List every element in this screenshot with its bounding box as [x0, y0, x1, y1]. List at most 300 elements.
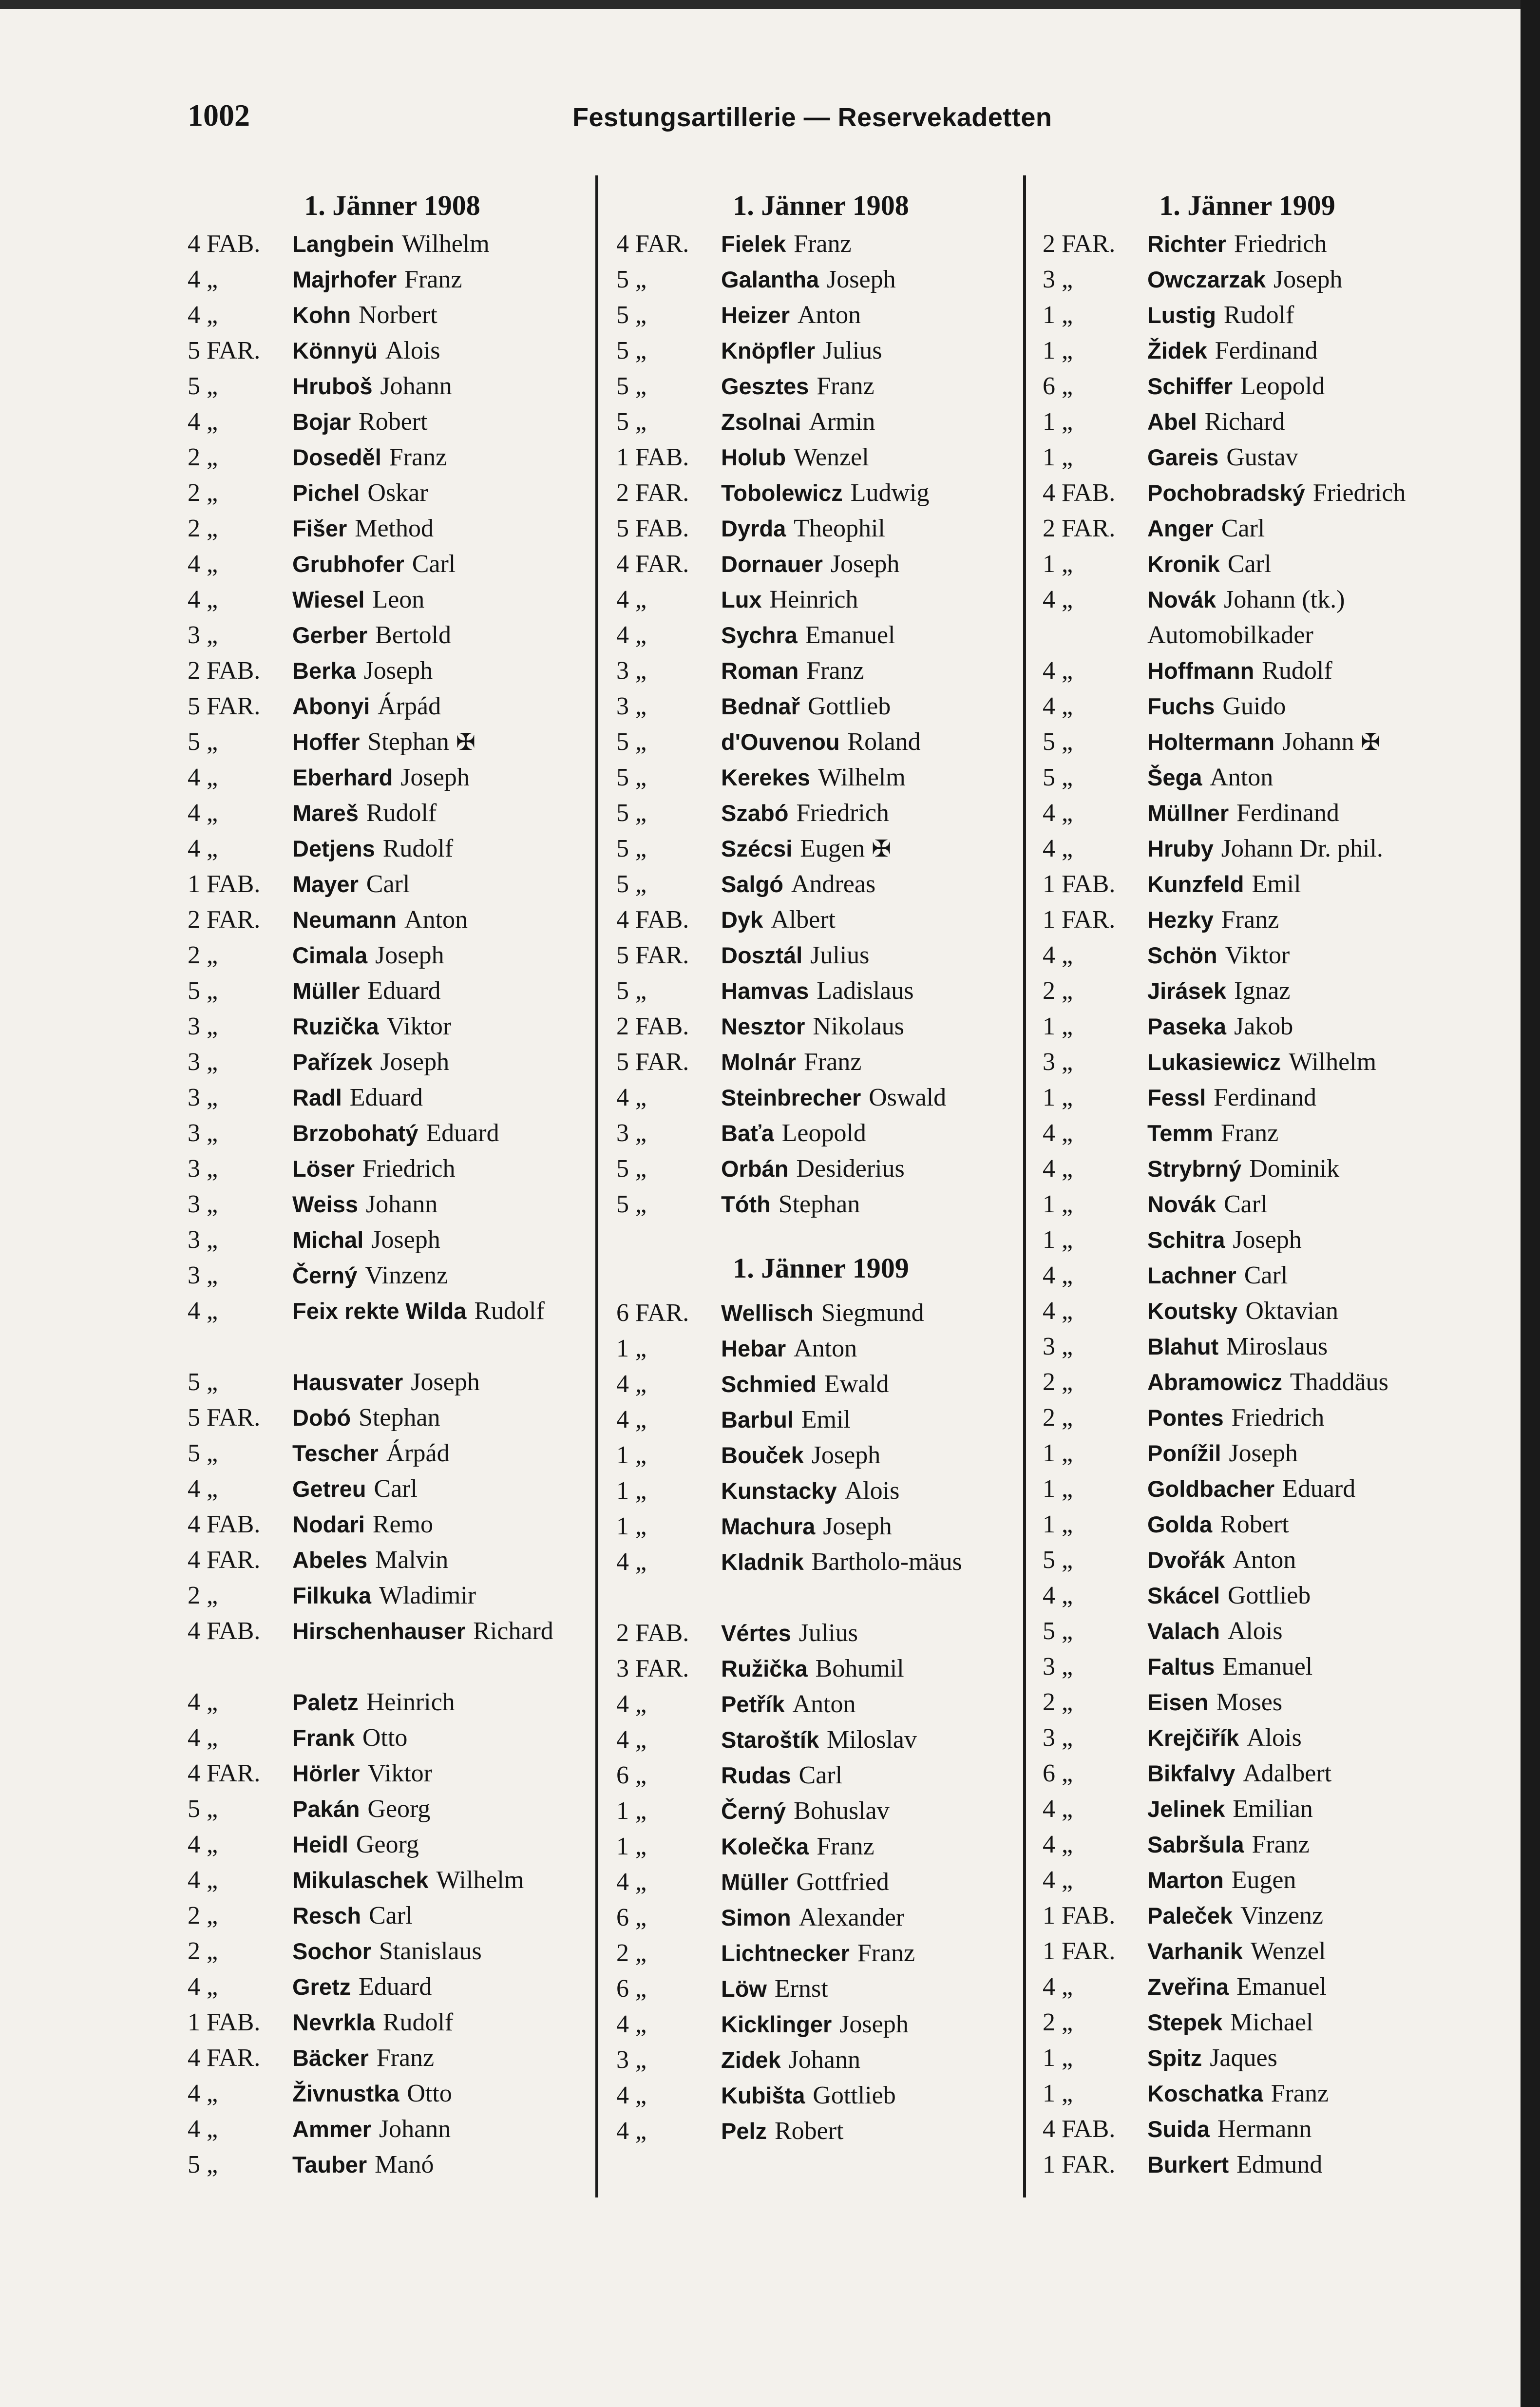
entry-surname: Abeles [292, 1547, 368, 1573]
entry-rank: 1 „ [1043, 1012, 1073, 1040]
entry-name [721, 1615, 1033, 1651]
entry-surname: Bojar [292, 409, 351, 435]
entry-surname: Zveřina [1147, 1974, 1229, 2000]
list-entry [1043, 724, 1452, 760]
entry-name [292, 1542, 604, 1578]
entry-surname: Filkuka [292, 1583, 371, 1608]
list-entry [1043, 1151, 1452, 1186]
deceased-cross-icon: ✠ [1361, 728, 1381, 756]
entry-rank: 2 FAB. [616, 1012, 689, 1040]
entry-rank: 4 FAB. [1043, 2115, 1116, 2143]
entry-name [721, 582, 1033, 617]
entry-name [292, 1827, 604, 1862]
entry-name [1147, 1151, 1459, 1186]
list-entry [188, 2005, 597, 2040]
entry-rank: 5 FAB. [616, 515, 689, 542]
entry-name [721, 760, 1033, 795]
entry-name [1147, 1684, 1459, 1720]
entry-surname: Ruzička [292, 1013, 379, 1039]
entry-name [721, 404, 1033, 439]
entry-name [1147, 1400, 1459, 1435]
entry-rank: 1 FAB. [616, 443, 689, 471]
entry-given-name: Desiderius [796, 1155, 905, 1183]
list-entry [188, 2147, 597, 2182]
entry-surname: Hamvas [721, 978, 809, 1004]
list-entry [616, 475, 1026, 511]
entry-given-name: Adalbert [1243, 1759, 1332, 1787]
entry-name [292, 333, 604, 368]
entry-given-name: Friedrich [1234, 230, 1327, 258]
list-entry [1043, 902, 1452, 937]
entry-surname: Dvořák [1147, 1547, 1225, 1573]
entry-name [1147, 333, 1459, 368]
entry-name [292, 1400, 604, 1435]
entry-surname: Getreu [292, 1476, 366, 1502]
list-entry [1043, 2147, 1452, 2182]
list-entry [616, 1473, 1026, 1509]
entry-rank: 3 „ [188, 621, 218, 649]
list-entry [188, 1933, 597, 1969]
entry-rank: 1 „ [1043, 1475, 1073, 1503]
list-entry [1043, 1044, 1452, 1080]
entry-rank: 4 „ [1043, 692, 1073, 720]
entry-surname: Kerekes [721, 764, 810, 790]
entry-given-name: Joseph [827, 266, 896, 293]
entry-surname: Černý [292, 1262, 358, 1288]
entry-rank: 1 „ [1043, 1084, 1073, 1111]
entry-surname: Radl [292, 1085, 342, 1110]
list-entry [616, 973, 1026, 1009]
entry-rank: 4 „ [188, 1688, 218, 1716]
entry-given-name: Richard [473, 1617, 553, 1645]
entry-given-name: Joseph [371, 1226, 440, 1254]
entry-given-name: Franz [803, 1048, 862, 1076]
entry-rank: 4 „ [188, 799, 218, 827]
deceased-cross-icon: ✠ [872, 835, 892, 862]
entry-name [1147, 1756, 1459, 1791]
entry-given-name: Malvin [375, 1546, 449, 1574]
column-heading: 1. Jänner 1908 [304, 190, 480, 221]
list-entry [1043, 1009, 1452, 1044]
entry-rank: 5 „ [616, 977, 647, 1005]
entry-rank: 4 „ [616, 621, 647, 649]
entry-given-name: Carl [1223, 1190, 1268, 1218]
scan-edge-right [1521, 0, 1540, 2407]
entry-name [292, 1151, 604, 1186]
entry-given-name: Viktor [367, 1759, 432, 1787]
list-entry [1043, 1258, 1452, 1293]
list-entry [616, 1793, 1026, 1829]
entry-given-name: Jakob [1234, 1012, 1293, 1040]
entry-given-name: Friedrich [362, 1155, 456, 1183]
entry-rank: 5 „ [188, 977, 218, 1005]
list-entry [616, 333, 1026, 368]
entry-name [292, 262, 604, 297]
entry-rank: 4 „ [1043, 1119, 1073, 1147]
entry-surname: Kunzfeld [1147, 871, 1244, 897]
entry-surname: Sychra [721, 622, 798, 648]
entry-surname: Petřík [721, 1691, 785, 1717]
entry-surname: Suida [1147, 2116, 1210, 2142]
list-entry [188, 2040, 597, 2076]
entry-given-name: Emilian [1233, 1795, 1313, 1823]
list-entry [188, 1009, 597, 1044]
list-entry [188, 831, 597, 866]
list-entry [188, 368, 597, 404]
entry-name [1147, 1364, 1459, 1400]
entry-given-name: Franz [806, 657, 864, 685]
entry-rank: 3 „ [188, 1048, 218, 1076]
entry-rank: 2 FAR. [616, 479, 689, 507]
entry-name [1147, 1542, 1459, 1578]
entry-surname: Zsolnai [721, 409, 801, 435]
entry-given-name: Franz [1271, 2080, 1329, 2107]
entry-surname: Sabršula [1147, 1832, 1244, 1857]
entry-surname: Gerber [292, 622, 368, 648]
entry-name [1147, 724, 1459, 760]
entry-rank: 5 FAR. [188, 1404, 261, 1432]
entry-name [1147, 1507, 1459, 1542]
entry-given-name: Ferdinand [1236, 799, 1339, 827]
list-entry [188, 1507, 597, 1542]
entry-surname: Zidek [721, 2047, 781, 2073]
entry-given-name: Ludwig [850, 479, 930, 507]
list-entry [616, 297, 1026, 333]
list-entry [1043, 973, 1452, 1009]
entry-surname: Bednař [721, 693, 800, 719]
entry-surname: Židek [1147, 338, 1207, 363]
entry-name [292, 2076, 604, 2111]
entry-name [721, 262, 1033, 297]
entry-given-name: Joseph [400, 764, 470, 791]
list-entry [616, 1686, 1026, 1722]
entry-name [1147, 760, 1459, 795]
entry-rank: 4 „ [616, 1726, 647, 1754]
entry-given-name: Heinrich [366, 1688, 455, 1716]
entry-surname: Resch [292, 1903, 361, 1929]
entry-rank: 5 „ [616, 266, 647, 293]
entry-given-name: Andreas [791, 870, 876, 898]
entry-rank: 5 „ [616, 408, 647, 436]
entry-given-name: Michael [1230, 2008, 1313, 2036]
list-entry [1043, 226, 1452, 262]
entry-rank: 4 FAB. [616, 906, 689, 934]
entry-given-name: Bartholo-mäus [811, 1548, 962, 1576]
entry-surname: Wiesel [292, 587, 365, 612]
entry-surname: Hruby [1147, 836, 1214, 861]
entry-name [1147, 973, 1459, 1009]
entry-surname: Černý [721, 1798, 786, 1824]
entry-name [292, 1933, 604, 1969]
entry-surname: Kladnik [721, 1549, 804, 1575]
list-entry [188, 902, 597, 937]
entry-surname: Strybrný [1147, 1156, 1242, 1182]
list-entry [1043, 546, 1452, 582]
entry-name [1147, 1009, 1459, 1044]
entry-surname: Kolečka [721, 1834, 809, 1859]
entry-given-name: Rudolf [474, 1297, 545, 1325]
entry-given-name: Oskar [367, 479, 428, 507]
entry-rank: 3 „ [188, 1190, 218, 1218]
entry-name [1147, 1898, 1459, 1933]
entry-surname: Pařízek [292, 1049, 373, 1075]
list-entry [188, 937, 597, 973]
entry-surname: Knöpfler [721, 338, 816, 363]
entry-rank: 5 „ [1043, 728, 1073, 756]
list-entry [1043, 1578, 1452, 1613]
entry-given-name: Alexander [799, 1904, 905, 1931]
entry-given-name: Norbert [358, 301, 437, 329]
entry-rank: 5 „ [1043, 764, 1073, 791]
entry-surname: Novák [1147, 1191, 1217, 1217]
list-entry [616, 1651, 1026, 1686]
entry-name [721, 2042, 1033, 2078]
entry-rank: 5 „ [1043, 1617, 1073, 1645]
entry-surname: Kunstacky [721, 1478, 837, 1504]
list-entry [1043, 2076, 1452, 2111]
list-entry [188, 439, 597, 475]
entry-surname: Hoffmann [1147, 658, 1255, 684]
entry-surname: Nodari [292, 1511, 365, 1537]
list-entry [188, 795, 597, 831]
entry-given-name: Ferdinand [1215, 337, 1318, 364]
entry-rank: 4 „ [188, 1475, 218, 1503]
entry-rank: 4 „ [188, 764, 218, 791]
entry-rank: 4 „ [616, 2117, 647, 2145]
entry-name [721, 937, 1033, 973]
entry-rank: 1 FAB. [1043, 870, 1116, 898]
entry-given-name: Stephan [358, 1404, 440, 1432]
entry-name [721, 1437, 1033, 1473]
entry-given-name: Franz [1221, 906, 1279, 934]
entry-rank: 2 FAR. [1043, 230, 1116, 258]
list-entry [1043, 333, 1452, 368]
entry-rank: 4 „ [1043, 1297, 1073, 1325]
entry-rank: 5 FAR. [188, 337, 261, 364]
entry-given-name: Alois [1227, 1617, 1283, 1645]
entry-name [1147, 1186, 1459, 1222]
entry-surname: Berka [292, 658, 356, 684]
entry-given-name: Wilhelm [1289, 1048, 1377, 1076]
entry-given-name: Eduard [1282, 1475, 1356, 1503]
entry-rank: 2 „ [188, 1582, 218, 1609]
entry-rank: 1 „ [1043, 2080, 1073, 2107]
entry-name [1147, 1258, 1459, 1293]
entry-name [292, 831, 604, 866]
entry-rank: 2 „ [1043, 1404, 1073, 1432]
entry-surname: Fessl [1147, 1085, 1206, 1110]
entry-name [721, 511, 1033, 546]
entry-surname: Schön [1147, 942, 1217, 968]
entry-name [721, 1009, 1033, 1044]
list-entry [1043, 1969, 1452, 2005]
entry-given-name: Emanuel [805, 621, 895, 649]
entry-surname: Varhanik [1147, 1938, 1243, 1964]
entry-given-name: Friedrich [1231, 1404, 1325, 1432]
entry-rank: 1 FAR. [1043, 906, 1116, 934]
entry-given-name: Franz [389, 443, 447, 471]
entry-name [292, 1222, 604, 1258]
entry-given-name: Hermann [1217, 2115, 1312, 2143]
entry-name [292, 1471, 604, 1507]
list-entry [1043, 1471, 1452, 1507]
entry-rank: 2 „ [1043, 1688, 1073, 1716]
entry-surname: Koutsky [1147, 1298, 1238, 1324]
entry-given-name: Ladislaus [817, 977, 914, 1005]
entry-name [1147, 511, 1459, 546]
entry-name [1147, 1649, 1459, 1684]
list-entry [188, 1151, 597, 1186]
entry-surname: Novák [1147, 587, 1217, 612]
entry-surname: Živnustka [292, 2081, 399, 2106]
list-entry [188, 1435, 597, 1471]
entry-surname: Schitra [1147, 1227, 1225, 1253]
entry-rank: 4 „ [616, 2010, 647, 2038]
list-entry [1043, 582, 1452, 653]
entry-name [721, 1544, 1033, 1580]
entry-name [1147, 439, 1459, 475]
entry-name [1147, 831, 1459, 866]
list-entry [188, 1862, 597, 1898]
entry-surname: Goldbacher [1147, 1476, 1275, 1502]
list-entry [188, 866, 597, 902]
entry-name [292, 1969, 604, 2005]
entry-surname: Heizer [721, 302, 790, 328]
entry-surname: Fišer [292, 516, 347, 541]
entry-given-name: Vinzenz [365, 1261, 448, 1289]
entry-surname: Jirásek [1147, 978, 1227, 1004]
entry-name [292, 866, 604, 902]
entry-rank: 6 „ [616, 1904, 647, 1931]
entry-name [721, 1080, 1033, 1115]
entry-rank: 4 „ [188, 835, 218, 862]
entry-name [721, 1115, 1033, 1151]
entry-name [1147, 902, 1459, 937]
entry-name [1147, 546, 1459, 582]
entry-rank: 5 „ [616, 337, 647, 364]
entry-rank: 2 „ [188, 1937, 218, 1965]
entry-name [721, 724, 1033, 760]
page-number: 1002 [188, 98, 250, 133]
entry-name [1147, 1435, 1459, 1471]
entry-rank: 1 „ [1043, 443, 1073, 471]
list-entry [616, 439, 1026, 475]
list-entry [616, 1115, 1026, 1151]
entry-name [292, 1720, 604, 1756]
entry-name [721, 1186, 1033, 1222]
entry-name [1147, 2005, 1459, 2040]
entry-rank: 4 FAR. [188, 1546, 261, 1574]
entry-name [721, 973, 1033, 1009]
entry-surname: Molnár [721, 1049, 797, 1075]
entry-name [1147, 866, 1459, 902]
entry-surname: Abonyi [292, 693, 370, 719]
entry-surname: Fielek [721, 231, 786, 257]
entry-rank: 4 „ [616, 1548, 647, 1576]
list-entry [616, 902, 1026, 937]
entry-rank: 5 FAR. [616, 1048, 689, 1076]
list-entry [188, 617, 597, 653]
list-entry [188, 1791, 597, 1827]
entry-name [292, 1898, 604, 1933]
list-entry [1043, 368, 1452, 404]
column-1 [188, 185, 597, 2182]
entry-rank: 5 „ [616, 835, 647, 862]
entry-given-name: Johann [1282, 728, 1354, 756]
entry-name [721, 1935, 1033, 1971]
list-entry [188, 226, 597, 262]
entry-rank: 5 „ [1043, 1546, 1073, 1574]
list-entry [616, 1544, 1026, 1615]
entry-surname: Burkert [1147, 2152, 1229, 2178]
entry-rank: 5 „ [188, 1439, 218, 1467]
entry-rank: 4 „ [188, 1831, 218, 1858]
entry-surname: Nevrkla [292, 2009, 375, 2035]
entry-name [292, 617, 604, 653]
entry-given-name: Armin [809, 408, 875, 436]
entry-rank: 3 „ [1043, 1048, 1073, 1076]
entry-surname: Lustig [1147, 302, 1216, 328]
entry-given-name: Thaddäus [1290, 1368, 1388, 1396]
list-entry [188, 1222, 597, 1258]
entry-given-name: Eduard [367, 977, 441, 1005]
list-entry [616, 1402, 1026, 1437]
entry-given-name: Robert [774, 2117, 844, 2145]
entry-surname: Sochor [292, 1938, 371, 1964]
entry-surname: Pakán [292, 1796, 360, 1822]
entry-surname: Faltus [1147, 1654, 1215, 1680]
entry-given-name: Carl [368, 1902, 413, 1929]
entry-name [1147, 1578, 1459, 1613]
entry-given-name: Anton [1233, 1546, 1296, 1574]
entry-rank: 4 „ [1043, 1155, 1073, 1183]
entry-rank: 6 „ [616, 1975, 647, 2003]
entry-given-name: Jaques [1210, 2044, 1277, 2072]
entry-given-name: Rudolf [382, 2008, 454, 2036]
entry-name [721, 1864, 1033, 1900]
entry-rank: 1 „ [1043, 301, 1073, 329]
entry-surname: Spitz [1147, 2045, 1202, 2071]
entry-surname: Galantha [721, 267, 819, 292]
entry-rank: 4 „ [1043, 1582, 1073, 1609]
entry-surname: Temm [1147, 1120, 1213, 1146]
entry-given-name: Árpád [386, 1439, 450, 1467]
entry-surname: Paseka [1147, 1013, 1227, 1039]
entry-given-name: Anton [797, 301, 861, 329]
entry-surname: Schiffer [1147, 373, 1233, 399]
list-entry [188, 404, 597, 439]
list-entry [616, 831, 1026, 866]
entry-name [292, 1258, 604, 1293]
list-entry [1043, 653, 1452, 688]
entry-surname: Bäcker [292, 2045, 369, 2071]
entry-name [1147, 226, 1459, 262]
entry-surname: Vértes [721, 1620, 791, 1646]
list-entry [188, 1827, 597, 1862]
entry-surname: Golda [1147, 1511, 1213, 1537]
entry-given-name: Friedrich [1312, 479, 1406, 507]
entry-rank: 3 „ [616, 657, 647, 685]
entry-name [292, 2040, 604, 2076]
entry-given-name: Franz [794, 230, 852, 258]
entry-rank: 2 „ [188, 1902, 218, 1929]
entry-name [292, 1684, 604, 1720]
list-entry [616, 1722, 1026, 1757]
entry-surname: Müller [292, 978, 360, 1004]
entry-surname: Steinbrecher [721, 1085, 861, 1110]
entry-given-name: Remo [372, 1510, 433, 1538]
entry-rank: 1 „ [616, 1512, 647, 1540]
